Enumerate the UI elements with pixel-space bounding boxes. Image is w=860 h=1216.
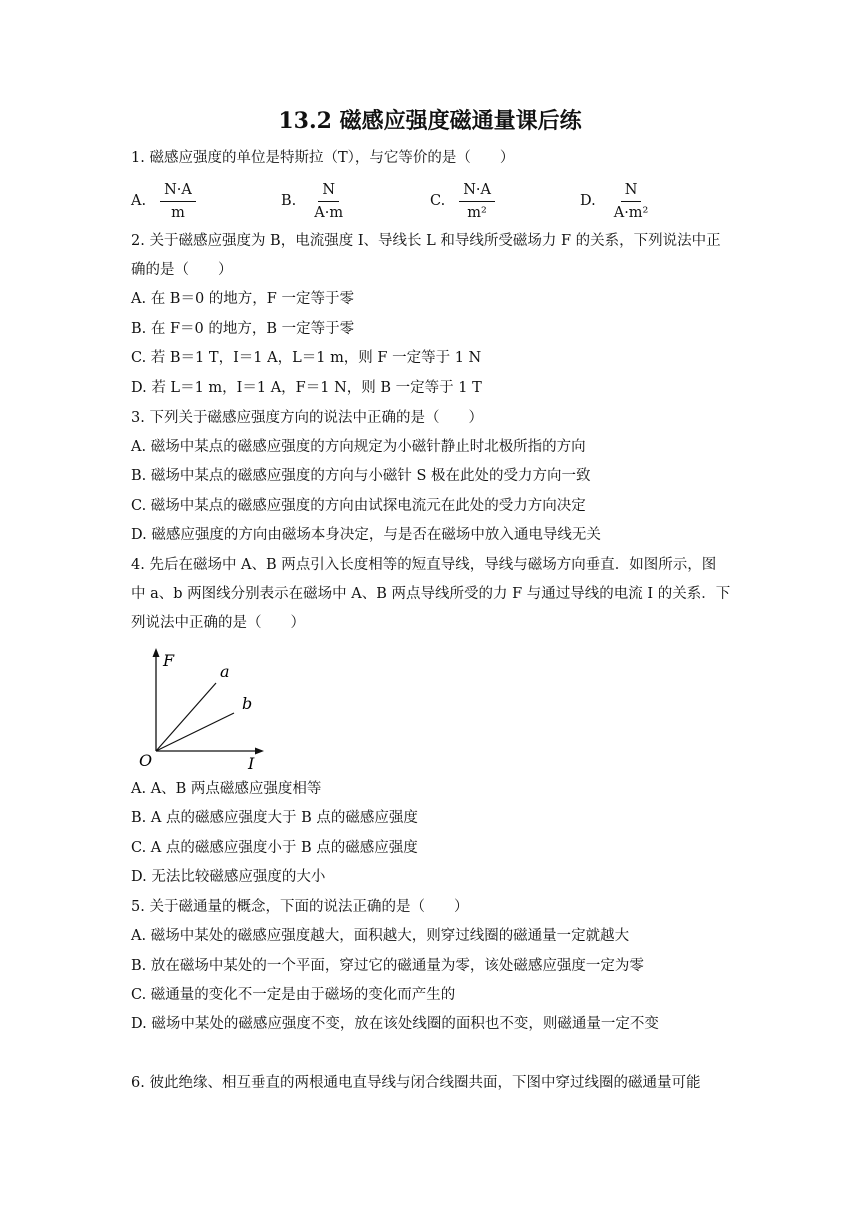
q4-stem-line1: 4. 先后在磁场中 A、B 两点引入长度相等的短直导线，导线与磁场方向垂直．如图所示，图 (131, 557, 717, 573)
q1-option-d (580, 178, 652, 224)
fraction-numerator: N·A (459, 181, 495, 202)
q4-option-b: B. A 点的磁感应强度大于 B 点的磁感应强度 (131, 810, 418, 826)
q4-stem-line3: 列说法中正确的是（ ） (131, 615, 305, 631)
q4-option-a: A. A、B 两点磁感应强度相等 (131, 781, 322, 797)
q1-stem: 1. 磁感应强度的单位是特斯拉（T），与它等价的是（ ） (131, 150, 515, 166)
fraction (310, 181, 347, 222)
fraction-numerator: N·A (160, 181, 196, 202)
q1-option-c (430, 178, 495, 224)
q4-option-c: C. A 点的磁感应强度小于 B 点的磁感应强度 (131, 840, 418, 856)
fraction-denominator: m² (467, 204, 487, 221)
q3-option-c: C. 磁场中某点的磁感应强度的方向由试探电流元在此处的受力方向决定 (131, 498, 586, 514)
option-label: D. (580, 193, 596, 209)
q2-option-a: A. 在 B＝0 的地方，F 一定等于零 (131, 291, 354, 307)
q5-option-b: B. 放在磁场中某处的一个平面，穿过它的磁通量为零，该处磁感应强度一定为零 (131, 958, 644, 974)
fraction-numerator: N (318, 181, 339, 202)
fraction (459, 181, 495, 222)
fraction-denominator: A·m (314, 204, 344, 221)
q5-stem: 5. 关于磁通量的概念，下面的说法正确的是（ ） (131, 899, 469, 915)
page-title: 13.2 磁感应强度磁通量课后练 (278, 108, 582, 134)
line-b (156, 713, 234, 751)
fraction (610, 181, 653, 222)
q1-option-a (131, 178, 196, 224)
q4-option-d: D. 无法比较磁感应强度的大小 (131, 869, 326, 885)
q6-stem: 6. 彼此绝缘、相互垂直的两根通电直导线与闭合线圈共面，下图中穿过线圈的磁通量可能 (131, 1075, 701, 1091)
option-label: A. (131, 193, 147, 209)
q1-options (131, 178, 771, 224)
x-axis-label: I (248, 754, 255, 770)
fraction (160, 181, 196, 222)
q3-option-d: D. 磁感应强度的方向由磁场本身决定，与是否在磁场中放入通电导线无关 (131, 527, 601, 543)
q5-option-a: A. 磁场中某处的磁感应强度越大，面积越大，则穿过线圈的磁通量一定就越大 (131, 928, 630, 944)
y-axis-label: F (163, 651, 175, 670)
q2-stem-line1: 2. 关于磁感应强度为 B，电流强度 I、导线长 L 和导线所受磁场力 F 的关系，下列说法中正 (131, 233, 721, 249)
line-b-label: b (242, 694, 253, 713)
fraction-numerator: N (621, 181, 642, 202)
q2-option-d: D. 若 L＝1 m，I＝1 A，F＝1 N，则 B 一定等于 1 T (131, 380, 482, 396)
fraction-denominator: m (171, 204, 185, 221)
q5-option-d: D. 磁场中某处的磁感应强度不变，放在该处线圈的面积也不变，则磁通量一定不变 (131, 1016, 659, 1032)
origin-label: O (139, 751, 153, 770)
option-label: C. (430, 193, 446, 209)
line-a (156, 683, 216, 751)
force-current-graph (136, 645, 266, 770)
q3-stem: 3. 下列关于磁感应强度方向的说法中正确的是（ ） (131, 410, 483, 426)
q5-option-c: C. 磁通量的变化不一定是由于磁场的变化而产生的 (131, 987, 456, 1003)
q3-option-b: B. 磁场中某点的磁感应强度的方向与小磁针 S 极在此处的受力方向一致 (131, 468, 591, 484)
option-label: B. (281, 193, 297, 209)
q1-option-b (281, 178, 347, 224)
q2-option-c: C. 若 B＝1 T，I＝1 A，L＝1 m，则 F 一定等于 1 N (131, 350, 482, 366)
q2-option-b: B. 在 F＝0 的地方，B 一定等于零 (131, 321, 355, 337)
x-axis-arrow (255, 748, 264, 755)
y-axis-arrow (153, 648, 160, 657)
q4-stem-line2: 中 a、b 两图线分别表示在磁场中 A、B 两点导线所受的力 F 与通过导线的电流 I 的关系．下 (131, 586, 731, 602)
q2-stem-line2: 确的是（ ） (131, 262, 233, 278)
line-a-label: a (220, 662, 230, 681)
fraction-denominator: A·m² (613, 204, 649, 221)
q3-option-a: A. 磁场中某点的磁感应强度的方向规定为小磁针静止时北极所指的方向 (131, 439, 586, 455)
